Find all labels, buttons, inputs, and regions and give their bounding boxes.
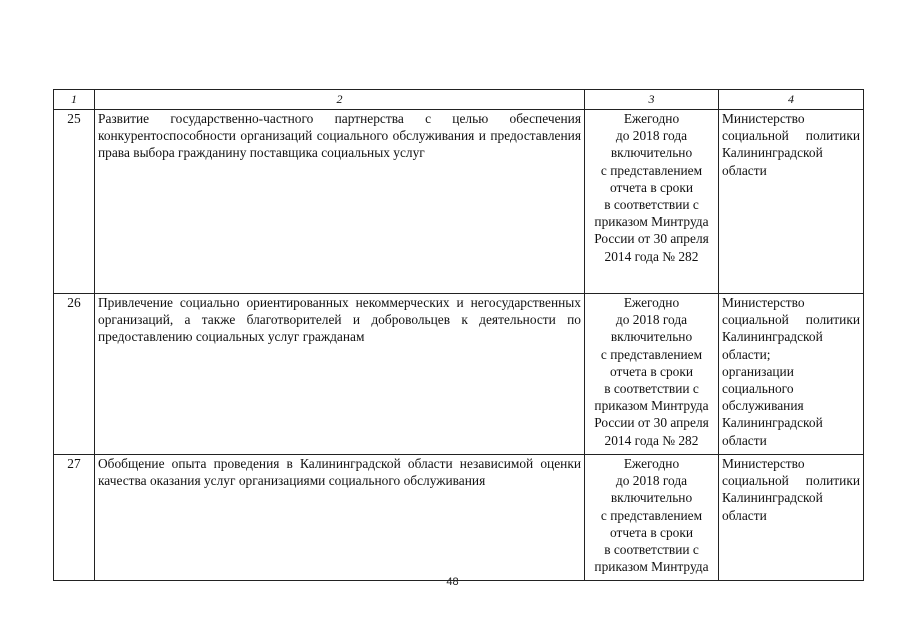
responsible-text: организации социального обслуживания Калининградской области [722,363,823,448]
term-line: в соответствии с [604,381,699,397]
row-number: 27 [54,455,95,581]
column-header-term: 3 [585,90,719,110]
term-cell [585,110,719,294]
responsible-text: Министерство социальной политики Калининградской области [722,111,860,178]
term-line: 2014 года № 282 [604,248,699,264]
responsible-cell [719,110,864,294]
term-line: Ежегодно [623,111,680,126]
activities-table [53,89,864,581]
responsible-text: Министерство социальной политики Калининградской области; [722,295,860,362]
term-cell [585,294,719,455]
activity-cell: Развитие государственно-частного партнерства с целью обеспечения конкурентоспособности организаций социального обслуживания и предоставления права выбора гражданину поставщика социальных услуг [95,110,585,294]
table-row [54,294,864,455]
term-line: приказом Минтруда [594,559,709,575]
term-line: Ежегодно [623,295,680,310]
term-line: с представлением [600,346,703,362]
term-line: отчета в сроки [609,363,694,379]
term-line: России от 30 апреля [594,415,709,431]
term-cell [585,455,719,581]
responsible-cell [719,294,864,455]
term-line: до 2018 года [615,473,688,489]
term-line: включительно [610,490,693,506]
activity-cell: Привлечение социально ориентированных некоммерческих и негосударственных организаций, а также благотворителей и добровольцев к деятельности по предоставлению социальных услуг гражданам [95,294,585,455]
term-line: с представлением [600,507,703,523]
table-header-row [54,90,864,110]
term-line: Ежегодно [623,456,680,471]
column-header-responsible: 4 [719,90,864,110]
term-line: в соответствии с [604,197,699,213]
term-line: отчета в сроки [609,179,694,195]
responsible-cell [719,455,864,581]
responsible-text: Министерство социальной политики Калининградской области [722,456,860,523]
term-line: 2014 года № 282 [604,432,699,448]
page-number: 48 [446,576,459,588]
row-number: 25 [54,110,95,294]
table-row [54,455,864,581]
activity-cell: Обобщение опыта проведения в Калининградской области независимой оценки качества оказания услуг организациями социального обслуживания [95,455,585,581]
column-header-activity: 2 [95,90,585,110]
term-line: до 2018 года [615,312,688,328]
term-line: до 2018 года [615,128,688,144]
column-header-number: 1 [54,90,95,110]
term-line: включительно [610,145,693,161]
table-row [54,110,864,294]
term-line: приказом Минтруда [594,398,709,414]
term-line: отчета в сроки [609,524,694,540]
term-line: с представлением [600,162,703,178]
term-line: в соответствии с [604,542,699,558]
term-line: России от 30 апреля [594,231,709,247]
term-line: приказом Минтруда [594,214,709,230]
term-line: включительно [610,329,693,345]
row-number: 26 [54,294,95,455]
